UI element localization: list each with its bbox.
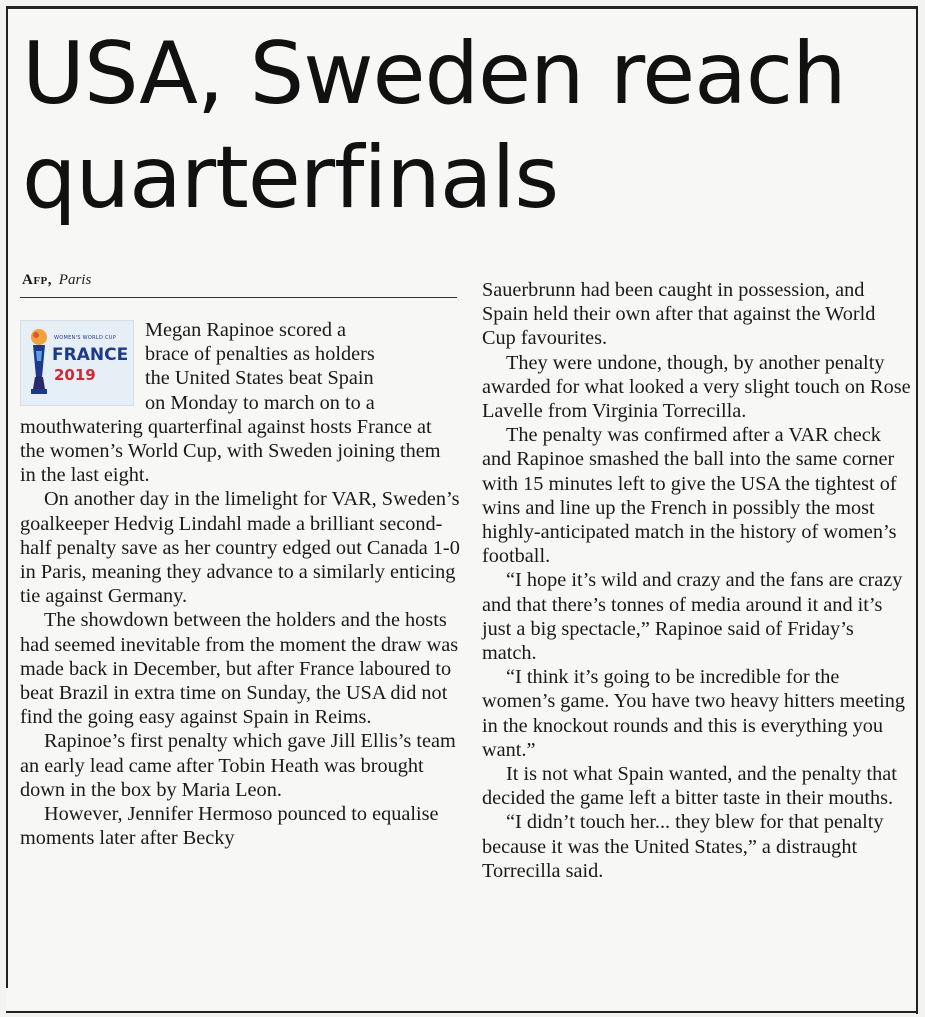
- dateline-divider: [20, 297, 457, 298]
- lead-line: Megan Rapinoe scored a: [145, 319, 347, 341]
- dateline-city: Paris: [58, 272, 92, 288]
- right-border-rule: [916, 6, 918, 1014]
- article-paragraph: The showdown between the holders and the hosts had seemed inevitable from the moment the draw was made back in December, but after France laboured to beat Brazil in extra time on Sunday, the USA did not find the going easy against Spain in Reims.: [20, 609, 459, 729]
- article-paragraph: However, Jennifer Hermoso pounced to equalise moments later after Becky: [20, 803, 439, 850]
- article-column-left: [20, 318, 461, 850]
- article-paragraph: It is not what Spain wanted, and the penalty that decided the game left a bitter taste in their mouths.: [482, 763, 897, 810]
- article-paragraph: Rapinoe’s first penalty which gave Jill Ellis’s team an early lead came after Tobin Heath was brought down in the box by Maria Leon.: [20, 730, 456, 801]
- article-paragraph: The penalty was confirmed after a VAR check and Rapinoe smashed the ball into the same corner with 15 minutes left to give the USA the tightest of wins and line up the French in possibly the most highly-anticipated match in the history of women’s football.: [482, 424, 897, 568]
- logo-year: 2019: [54, 366, 96, 384]
- article-paragraph: On another day in the limelight for VAR, Sweden’s goalkeeper Hedvig Lindahl made a brilliant second-half penalty save as her country edged out Canada 1-0 in Paris, meaning they advance to a similarly enticing tie against Germany.: [20, 488, 460, 608]
- bottom-border-rule: [6, 1011, 918, 1013]
- dateline-agency: Afp,: [22, 272, 53, 288]
- article-paragraph: “I didn’t touch her... they blew for that penalty because it was the United States,” a distraught Torrecilla said.: [482, 811, 884, 882]
- article-column-right: [482, 278, 912, 883]
- lead-line: brace of penalties as holders: [145, 343, 375, 366]
- article-paragraph: They were undone, though, by another penalty awarded for what looked a very slight touch on Rose Lavelle from Virginia Torrecilla.: [482, 351, 911, 423]
- headline: USA, Sweden reach quarterfinals: [22, 24, 846, 228]
- logo-event-text: WOMEN'S WORLD CUP: [54, 335, 117, 341]
- dateline: [22, 272, 91, 289]
- top-border-rule: [6, 6, 918, 9]
- continued-paragraph: Sauerbrunn had been caught in possession, and Spain held their own after that against the World Cup favourites.: [482, 279, 876, 350]
- article-paragraph: “I think it’s going to be incredible for the women’s game. You have two heavy hitters meeting in the knockout rounds and this is everything you want.”: [482, 666, 906, 761]
- lead-paragraph-rest: mouthwatering quarterfinal against hosts France at the women’s World Cup, with Sweden joining them in the last eight.: [20, 415, 441, 487]
- logo-country: FRANCE: [52, 345, 129, 365]
- article-paragraph: “I hope it’s wild and crazy and the fans are crazy and that there’s tonnes of media around it and it’s just a big spectacle,” Rapinoe said of Friday’s match.: [482, 569, 903, 665]
- left-border-rule: [6, 6, 8, 988]
- lead-line: on Monday to march on to a: [145, 391, 375, 414]
- lead-line: the United States beat Spain: [145, 367, 374, 390]
